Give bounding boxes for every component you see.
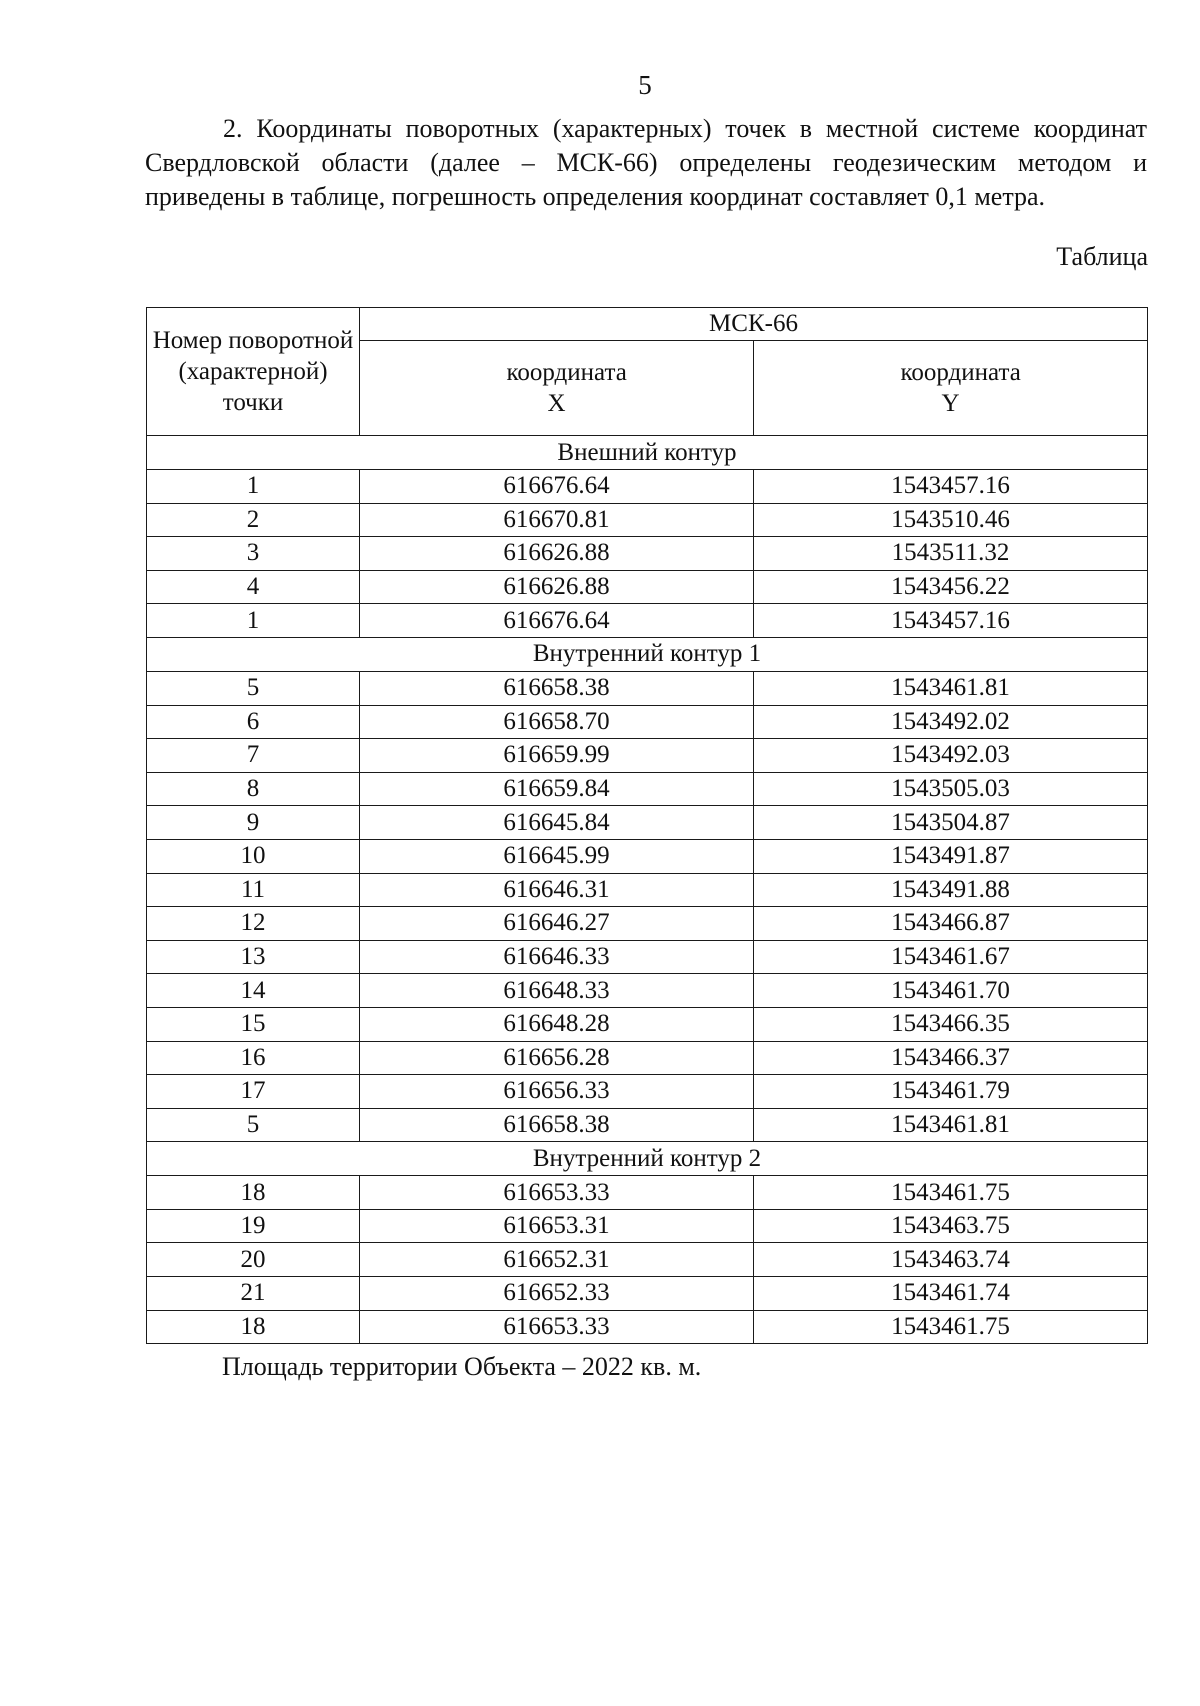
point-number-cell: 3 — [147, 537, 360, 571]
coord-x-cell: 616658.70 — [360, 705, 754, 739]
coord-y-cell: 1543466.87 — [754, 907, 1148, 941]
point-number-cell: 14 — [147, 974, 360, 1008]
coord-y-cell: 1543457.16 — [754, 470, 1148, 504]
coord-y-cell: 1543461.75 — [754, 1310, 1148, 1344]
point-number-cell: 5 — [147, 1108, 360, 1142]
coord-x-cell: 616653.33 — [360, 1310, 754, 1344]
table-row — [147, 839, 1148, 873]
coord-y-cell: 1543491.88 — [754, 873, 1148, 907]
table-row — [147, 1243, 1148, 1277]
point-number-cell: 18 — [147, 1310, 360, 1344]
table-row — [147, 806, 1148, 840]
table-row — [147, 1209, 1148, 1243]
table-row — [147, 1041, 1148, 1075]
intro-paragraph: 2. Координаты поворотных (характерных) точек в местной системе координат Свердловской области (далее – МСК-66) определены геодезическим методом и приведены в таблице, погрешность определения координат составляет 0,1 метра. — [145, 114, 1147, 211]
section-row — [147, 637, 1148, 671]
coord-y-cell: 1543461.75 — [754, 1176, 1148, 1210]
table-row — [147, 974, 1148, 1008]
coord-x-cell: 616648.28 — [360, 1007, 754, 1041]
point-number-cell: 2 — [147, 503, 360, 537]
point-number-cell: 1 — [147, 604, 360, 638]
coord-y-cell: 1543463.74 — [754, 1243, 1148, 1277]
coord-y-cell: 1543461.79 — [754, 1075, 1148, 1109]
point-number-cell: 16 — [147, 1041, 360, 1075]
coord-x-cell: 616653.31 — [360, 1209, 754, 1243]
coord-y-cell: 1543510.46 — [754, 503, 1148, 537]
coord-y-cell: 1543461.81 — [754, 671, 1148, 705]
section-title: Внутренний контур 2 — [147, 1142, 1148, 1176]
point-number-cell: 8 — [147, 772, 360, 806]
coord-y-cell: 1543457.16 — [754, 604, 1148, 638]
table-row — [147, 1108, 1148, 1142]
coord-x-cell: 616676.64 — [360, 604, 754, 638]
table-row — [147, 1075, 1148, 1109]
point-number-cell: 5 — [147, 671, 360, 705]
point-number-cell: 18 — [147, 1176, 360, 1210]
page-number: 5 — [638, 70, 652, 100]
table-row — [147, 940, 1148, 974]
coord-x-cell: 616626.88 — [360, 537, 754, 571]
coord-x-cell: 616645.84 — [360, 806, 754, 840]
table-row — [147, 604, 1148, 638]
point-number-cell: 7 — [147, 739, 360, 773]
header-coord-y — [754, 341, 1148, 436]
coord-y-cell: 1543511.32 — [754, 537, 1148, 571]
point-number-cell: 9 — [147, 806, 360, 840]
point-number-cell: 20 — [147, 1243, 360, 1277]
table-row — [147, 1176, 1148, 1210]
section-row — [147, 1142, 1148, 1176]
point-number-cell: 1 — [147, 470, 360, 504]
coord-x-cell: 616652.33 — [360, 1277, 754, 1311]
coord-x-cell: 616670.81 — [360, 503, 754, 537]
coord-x-cell: 616659.84 — [360, 772, 754, 806]
coord-y-cell: 1543505.03 — [754, 772, 1148, 806]
header-point-number: Номер поворотной (характерной) точки — [147, 308, 360, 436]
coord-x-cell: 616648.33 — [360, 974, 754, 1008]
header-system: МСК-66 — [360, 308, 1148, 341]
point-number-cell: 15 — [147, 1007, 360, 1041]
coord-x-cell: 616646.33 — [360, 940, 754, 974]
table-row — [147, 1007, 1148, 1041]
coord-x-cell: 616676.64 — [360, 470, 754, 504]
coord-y-cell: 1543491.87 — [754, 839, 1148, 873]
coord-x-cell: 616652.31 — [360, 1243, 754, 1277]
table-row — [147, 1310, 1148, 1344]
coord-y-cell: 1543492.02 — [754, 705, 1148, 739]
coord-x-cell: 616653.33 — [360, 1176, 754, 1210]
coord-x-cell: 616646.27 — [360, 907, 754, 941]
coord-y-cell: 1543461.67 — [754, 940, 1148, 974]
coord-x-cell: 616656.33 — [360, 1075, 754, 1109]
table-caption: Таблица — [1056, 242, 1148, 271]
table-row — [147, 470, 1148, 504]
coord-y-cell: 1543461.74 — [754, 1277, 1148, 1311]
table-row — [147, 907, 1148, 941]
header-coord-x-label: координата X — [506, 359, 627, 417]
point-number-cell: 11 — [147, 873, 360, 907]
point-number-cell: 12 — [147, 907, 360, 941]
table-row — [147, 772, 1148, 806]
table-row — [147, 503, 1148, 537]
coord-y-cell: 1543456.22 — [754, 570, 1148, 604]
point-number-cell: 21 — [147, 1277, 360, 1311]
coord-y-cell: 1543492.03 — [754, 739, 1148, 773]
table-row — [147, 537, 1148, 571]
coord-y-cell: 1543466.35 — [754, 1007, 1148, 1041]
table-row — [147, 1277, 1148, 1311]
point-number-cell: 4 — [147, 570, 360, 604]
coord-x-cell: 616646.31 — [360, 873, 754, 907]
coord-y-cell: 1543463.75 — [754, 1209, 1148, 1243]
coordinates-table — [146, 307, 1148, 1344]
coord-x-cell: 616656.28 — [360, 1041, 754, 1075]
section-row — [147, 436, 1148, 470]
coord-y-cell: 1543461.70 — [754, 974, 1148, 1008]
header-coord-x — [360, 341, 754, 436]
coord-y-cell: 1543504.87 — [754, 806, 1148, 840]
coord-x-cell: 616658.38 — [360, 1108, 754, 1142]
coord-x-cell: 616659.99 — [360, 739, 754, 773]
coord-y-cell: 1543461.81 — [754, 1108, 1148, 1142]
point-number-cell: 17 — [147, 1075, 360, 1109]
point-number-cell: 13 — [147, 940, 360, 974]
point-number-cell: 10 — [147, 839, 360, 873]
table-row — [147, 873, 1148, 907]
coord-x-cell: 616626.88 — [360, 570, 754, 604]
table-row — [147, 739, 1148, 773]
coord-x-cell: 616658.38 — [360, 671, 754, 705]
point-number-cell: 19 — [147, 1209, 360, 1243]
section-title: Внутренний контур 1 — [147, 637, 1148, 671]
header-coord-y-label: координата Y — [900, 359, 1021, 417]
table-row — [147, 705, 1148, 739]
table-row — [147, 570, 1148, 604]
table-body — [147, 436, 1148, 1344]
point-number-cell: 6 — [147, 705, 360, 739]
table-header — [147, 308, 1148, 436]
section-title: Внешний контур — [147, 436, 1148, 470]
coord-x-cell: 616645.99 — [360, 839, 754, 873]
coord-y-cell: 1543466.37 — [754, 1041, 1148, 1075]
area-statement: Площадь территории Объекта – 2022 кв. м. — [222, 1352, 702, 1381]
table-row — [147, 671, 1148, 705]
